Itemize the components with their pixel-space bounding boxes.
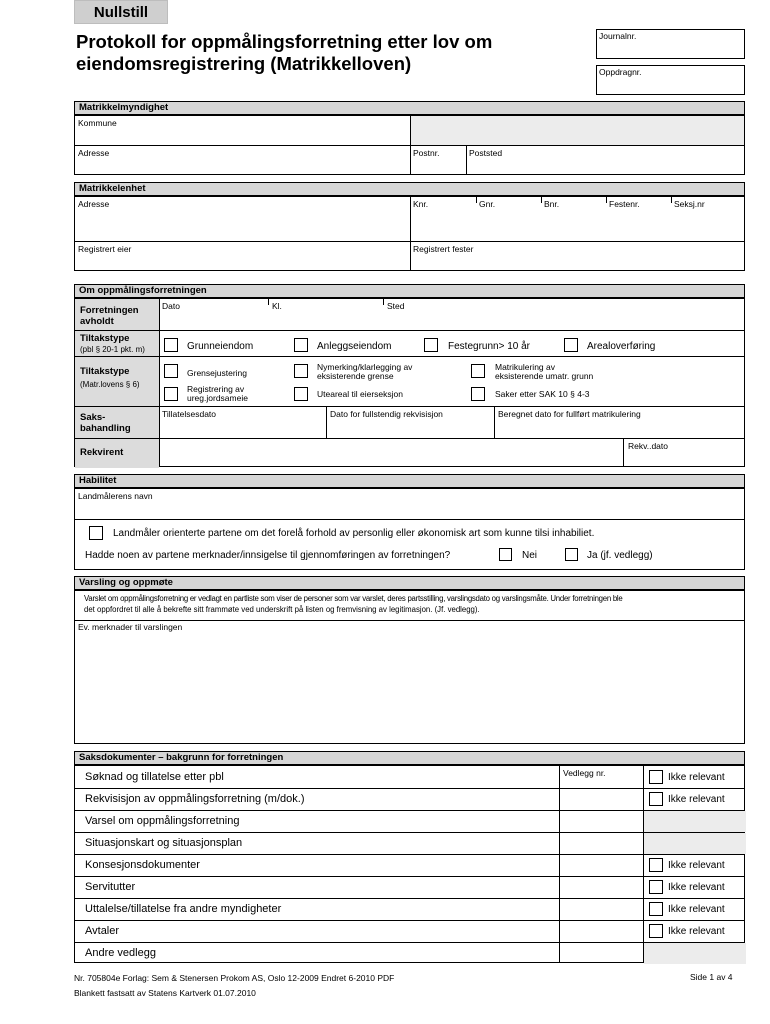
document-row [75, 810, 746, 832]
habilitet-section [74, 488, 745, 570]
orientert-checkbox[interactable] [89, 526, 103, 540]
varsling-text-2: det oppfordret til alle å bekrefte sitt frammøte ved underskrift på listen og fremvisning av legitimasjon. (Jf. vedlegg). [84, 605, 480, 614]
document-row-label: Situasjonskart og situasjonsplan [85, 837, 243, 849]
document-row-label: Konsesjonsdokumenter [85, 859, 200, 871]
landmaler-navn-label: Landmålerens navn [78, 491, 153, 501]
page-title-line2: eiendomsregistrering (Matrikkelloven) [76, 53, 412, 74]
ikke-relevant-label: Ikke relevant [668, 904, 725, 915]
ikke-relevant-label: Ikke relevant [668, 860, 725, 871]
om-header: Om oppmålingsforretningen [74, 284, 745, 298]
document-row-label: Andre vedlegg [85, 947, 156, 959]
saksdokumenter-header: Saksdokumenter – bakgrunn for forretningen [74, 751, 745, 765]
registrert-eier-label: Registrert eier [78, 244, 132, 254]
vedlegg-nr-field[interactable] [560, 833, 643, 853]
utareal-label: Uteareal til eierseksjon [317, 389, 403, 399]
grensejustering-label: Grensejustering [187, 368, 248, 378]
vedlegg-nr-field[interactable] [560, 877, 643, 897]
vedlegg-nr-field[interactable] [560, 778, 643, 788]
matrikkelenhet-header: Matrikkelenhet [74, 182, 745, 196]
kommune-label: Kommune [78, 118, 117, 128]
disabled-cell [644, 833, 746, 854]
saksbehandling-label-1: Saks- [80, 412, 106, 423]
me-adresse-label: Adresse [78, 199, 110, 209]
bnr-label: Bnr. [544, 199, 560, 209]
ikke-relevant-label: Ikke relevant [668, 882, 725, 893]
nymerking-label-1: Nymerking/klarlegging av [317, 362, 413, 372]
grunneiendom-checkbox[interactable] [164, 338, 178, 352]
varsling-section [74, 590, 745, 744]
saker-etter-label: Saker etter SAK 10 § 4-3 [495, 389, 590, 399]
kl-label: Kl. [272, 301, 282, 311]
adresse-label: Adresse [78, 148, 110, 158]
ja-label: Ja (jf. vedlegg) [587, 550, 653, 561]
document-row-label: Uttalelse/tillatelse fra andre myndigheter [85, 903, 282, 915]
registrert-fester-label: Registrert fester [413, 244, 474, 254]
tiltakstype2-sub: (Matr.lovens § 6) [80, 380, 140, 389]
festegrunn-checkbox[interactable] [424, 338, 438, 352]
reset-button[interactable]: Nullstill [74, 0, 168, 24]
ikke-relevant-label: Ikke relevant [668, 926, 725, 937]
oppdragnr-label: Oppdragnr. [599, 67, 642, 77]
document-row [75, 788, 746, 810]
arealoverforing-checkbox[interactable] [564, 338, 578, 352]
varsling-header: Varsling og oppmøte [74, 576, 745, 590]
grunneiendom-label: Grunneiendom [187, 341, 254, 352]
rekvirent-label: Rekvirent [80, 447, 124, 458]
document-row [75, 898, 746, 920]
dato-rekvisisjon-label: Dato for fullstendig rekvisisjon [330, 409, 443, 419]
matrikulering-label-1: Matrikulering av [495, 362, 555, 372]
nei-label: Nei [522, 550, 538, 561]
oppdragnr-field[interactable] [596, 65, 745, 95]
tiltakstype1-sub: (pbl § 20-1 pkt. m) [80, 345, 145, 354]
registrering-checkbox[interactable] [164, 387, 178, 401]
footer-line2: Blankett fastsatt av Statens Kartverk 01.07.2010 [74, 988, 256, 998]
ikke-relevant-label: Ikke relevant [668, 794, 725, 805]
matrikkelmyndighet-section [74, 115, 745, 175]
forretningen-label-2: avholdt [80, 316, 114, 327]
document-row [75, 766, 746, 788]
page-number: Side 1 av 4 [690, 972, 733, 982]
document-row [75, 854, 746, 876]
vedlegg-nr-field[interactable] [560, 921, 643, 941]
kommune-grey-area [411, 116, 744, 145]
document-row-label: Rekvisisjon av oppmålingsforretning (m/dok.) [85, 793, 305, 805]
matrikkelmyndighet-header: Matrikkelmyndighet [74, 101, 745, 115]
nymerking-checkbox[interactable] [294, 364, 308, 378]
nei-checkbox[interactable] [499, 548, 512, 561]
vedlegg-nr-label: Vedlegg nr. [563, 768, 606, 778]
document-row-label: Varsel om oppmålingsforretning [85, 815, 240, 827]
beregnet-dato-label: Beregnet dato for fullført matrikulering [498, 409, 641, 419]
document-row [75, 942, 746, 964]
utareal-checkbox[interactable] [294, 387, 308, 401]
gnr-label: Gnr. [479, 199, 496, 209]
tiltakstype1-label: Tiltakstype [80, 333, 130, 344]
poststed-label: Poststed [469, 148, 503, 158]
seksjnr-label: Seksj.nr [674, 199, 705, 209]
matrikkelenhet-section [74, 196, 745, 271]
registrering-label-1: Registrering av [187, 384, 245, 394]
registrering-label-2: ureg.jordsameie [187, 393, 248, 403]
footer-line1: Nr. 705804e Forlag: Sem & Stenersen Prokom AS, Oslo 12-2009 Endret 6-2010 PDF [74, 973, 395, 983]
merknader-question: Hadde noen av partene merknader/innsigelse til gjennomføringen av forretningen? [85, 550, 451, 561]
om-section [74, 298, 745, 467]
disabled-cell [644, 943, 746, 964]
merknader-varsling-label: Ev. merknader til varslingen [78, 622, 183, 632]
dato-label: Dato [162, 301, 180, 311]
ja-checkbox[interactable] [565, 548, 578, 561]
habilitet-header: Habilitet [74, 474, 745, 488]
grensejustering-checkbox[interactable] [164, 364, 178, 378]
ikke-relevant-checkbox[interactable] [649, 924, 663, 938]
page-title-line1: Protokoll for oppmålingsforretning etter lov om [76, 31, 493, 52]
ikke-relevant-checkbox[interactable] [649, 902, 663, 916]
document-row-label: Servitutter [85, 881, 136, 893]
anleggseiendom-checkbox[interactable] [294, 338, 308, 352]
matrikulering-label-2: eksisterende umatr. grunn [495, 371, 594, 381]
document-row [75, 876, 746, 898]
saksbehandling-label-2: bahandling [80, 423, 131, 434]
document-row [75, 832, 746, 854]
disabled-cell [644, 811, 746, 832]
ikke-relevant-checkbox[interactable] [649, 880, 663, 894]
varsling-text-1: Varslet om oppmålingsforretning er vedlagt en partliste som viser de personer som var varslet, deres partsstilling, varslingsdato og varslingsmåte. Under forretningen ble [84, 594, 623, 603]
nymerking-label-2: eksisterende grense [317, 371, 394, 381]
ikke-relevant-label: Ikke relevant [668, 772, 725, 783]
ikke-relevant-checkbox[interactable] [649, 792, 663, 806]
forretningen-label-1: Forretningen [80, 305, 139, 316]
vedlegg-nr-field[interactable] [560, 855, 643, 875]
matrikulering-checkbox[interactable] [471, 364, 485, 378]
document-row-label: Avtaler [85, 925, 120, 937]
tillatelsesdato-label: Tillatelsesdato [162, 409, 217, 419]
knr-label: Knr. [413, 199, 429, 209]
sted-label: Sted [387, 301, 405, 311]
ikke-relevant-checkbox[interactable] [649, 770, 663, 784]
saksdokumenter-table [74, 765, 745, 963]
saker-etter-checkbox[interactable] [471, 387, 485, 401]
document-row [75, 920, 746, 942]
postnr-label: Postnr. [413, 148, 440, 158]
orientert-label: Landmåler orienterte partene om det forelå forhold av personlig eller økonomisk art som kunne tilsi inhabiliet. [113, 528, 595, 539]
document-row-label: Søknad og tillatelse etter pbl [85, 771, 224, 783]
journalnr-field[interactable] [596, 29, 745, 59]
vedlegg-nr-field[interactable] [560, 789, 643, 809]
festenr-label: Festenr. [609, 199, 640, 209]
journalnr-label: Journalnr. [599, 31, 637, 41]
arealoverforing-label: Arealoverføring [587, 341, 656, 352]
vedlegg-nr-field[interactable] [560, 943, 643, 963]
festegrunn-label: Festegrunn> 10 år [448, 341, 530, 352]
vedlegg-nr-field[interactable] [560, 811, 643, 831]
ikke-relevant-checkbox[interactable] [649, 858, 663, 872]
anleggseiendom-label: Anleggseiendom [317, 341, 392, 352]
tiltakstype2-label: Tiltakstype [80, 366, 130, 377]
rekv-dato-label: Rekv..dato [628, 441, 669, 451]
vedlegg-nr-field[interactable] [560, 899, 643, 919]
